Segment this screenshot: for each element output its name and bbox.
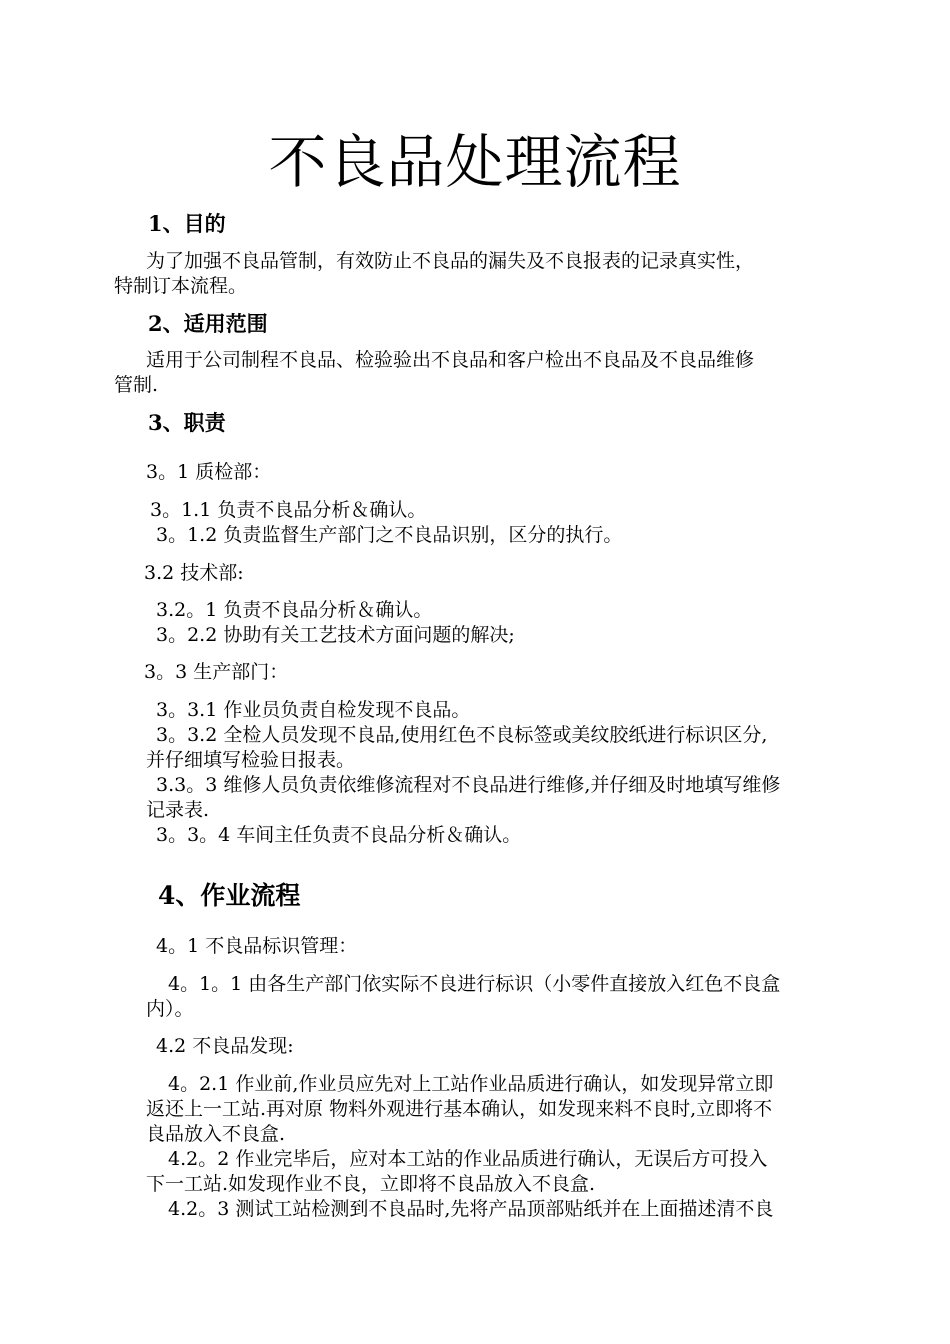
section-4-2-line-6: 4.2。3 测试工站检测到不良品时,先将产品顶部贴纸并在上面描述清不良 <box>168 1198 774 1220</box>
section-4-1-line-2: 内）。 <box>146 998 194 1020</box>
section-3-3-item-3-cont: 记录表. <box>146 799 210 821</box>
section-1-body-line-2: 特制订本流程。 <box>114 275 248 297</box>
section-4-2-heading: 4.2 不良品发现: <box>156 1035 294 1057</box>
section-1-heading: 1、目的 <box>148 211 226 236</box>
section-3-3-item-1: 3。3.1 作业员负责自检发现不良品。 <box>156 699 471 721</box>
section-2-body-line-2: 管制. <box>114 374 159 396</box>
section-3-3-heading: 3。3 生产部门： <box>144 661 289 683</box>
section-3-1-item-2: 3。1.2 负责监督生产部门之不良品识别，区分的执行。 <box>156 524 623 546</box>
section-4-2-line-1: 4。2.1 作业前,作业员应先对上工站作业品质进行确认，如发现异常立即 <box>168 1073 774 1095</box>
section-4-2-line-5: 下一工站.如发现作业不良，立即将不良品放入不良盒. <box>146 1173 596 1195</box>
section-3-1-heading: 3。1 质检部： <box>146 461 272 483</box>
section-4-2-line-2: 返还上一工站.再对原 物料外观进行基本确认，如发现来料不良时,立即将不 <box>146 1098 773 1120</box>
section-3-2-item-1: 3.2。1 负责不良品分析＆确认。 <box>156 599 433 621</box>
section-2-heading: 2、适用范围 <box>148 311 268 336</box>
section-3-3-item-2-cont: 并仔细填写检验日报表。 <box>146 749 356 771</box>
page-title: 不良品处理流程 <box>268 128 682 196</box>
section-1-body-line-1: 为了加强不良品管制，有效防止不良品的漏失及不良报表的记录真实性， <box>146 250 755 272</box>
section-3-3-item-4: 3。3。4 车间主任负责不良品分析＆确认。 <box>156 824 522 846</box>
section-3-1-item-1: 3。1.1 负责不良品分析＆确认。 <box>150 499 427 521</box>
section-4-1-heading: 4。1 不良品标识管理： <box>156 935 358 957</box>
section-4-2-line-4: 4.2。2 作业完毕后，应对本工站的作业品质进行确认，无误后方可投入 <box>168 1148 768 1170</box>
section-3-2-item-2: 3。2.2 协助有关工艺技术方面问题的解决; <box>156 624 515 646</box>
section-4-2-line-3: 良品放入不良盒. <box>146 1123 286 1145</box>
section-2-body-line-1: 适用于公司制程不良品、检验验出不良品和客户检出不良品及不良品维修 <box>146 349 755 371</box>
section-4-1-line-1: 4。1。1 由各生产部门依实际不良进行标识（小零件直接放入红色不良盒 <box>168 973 781 995</box>
section-3-3-item-2: 3。3.2 全检人员发现不良品,使用红色不良标签或美纹胶纸进行标识区分, <box>156 724 768 746</box>
section-3-heading: 3、职责 <box>148 410 226 435</box>
section-4-heading: 4、作业流程 <box>158 881 301 910</box>
section-3-2-heading: 3.2 技术部: <box>144 562 244 584</box>
section-3-3-item-3: 3.3。3 维修人员负责依维修流程对不良品进行维修,并仔细及时地填写维修 <box>156 774 781 796</box>
